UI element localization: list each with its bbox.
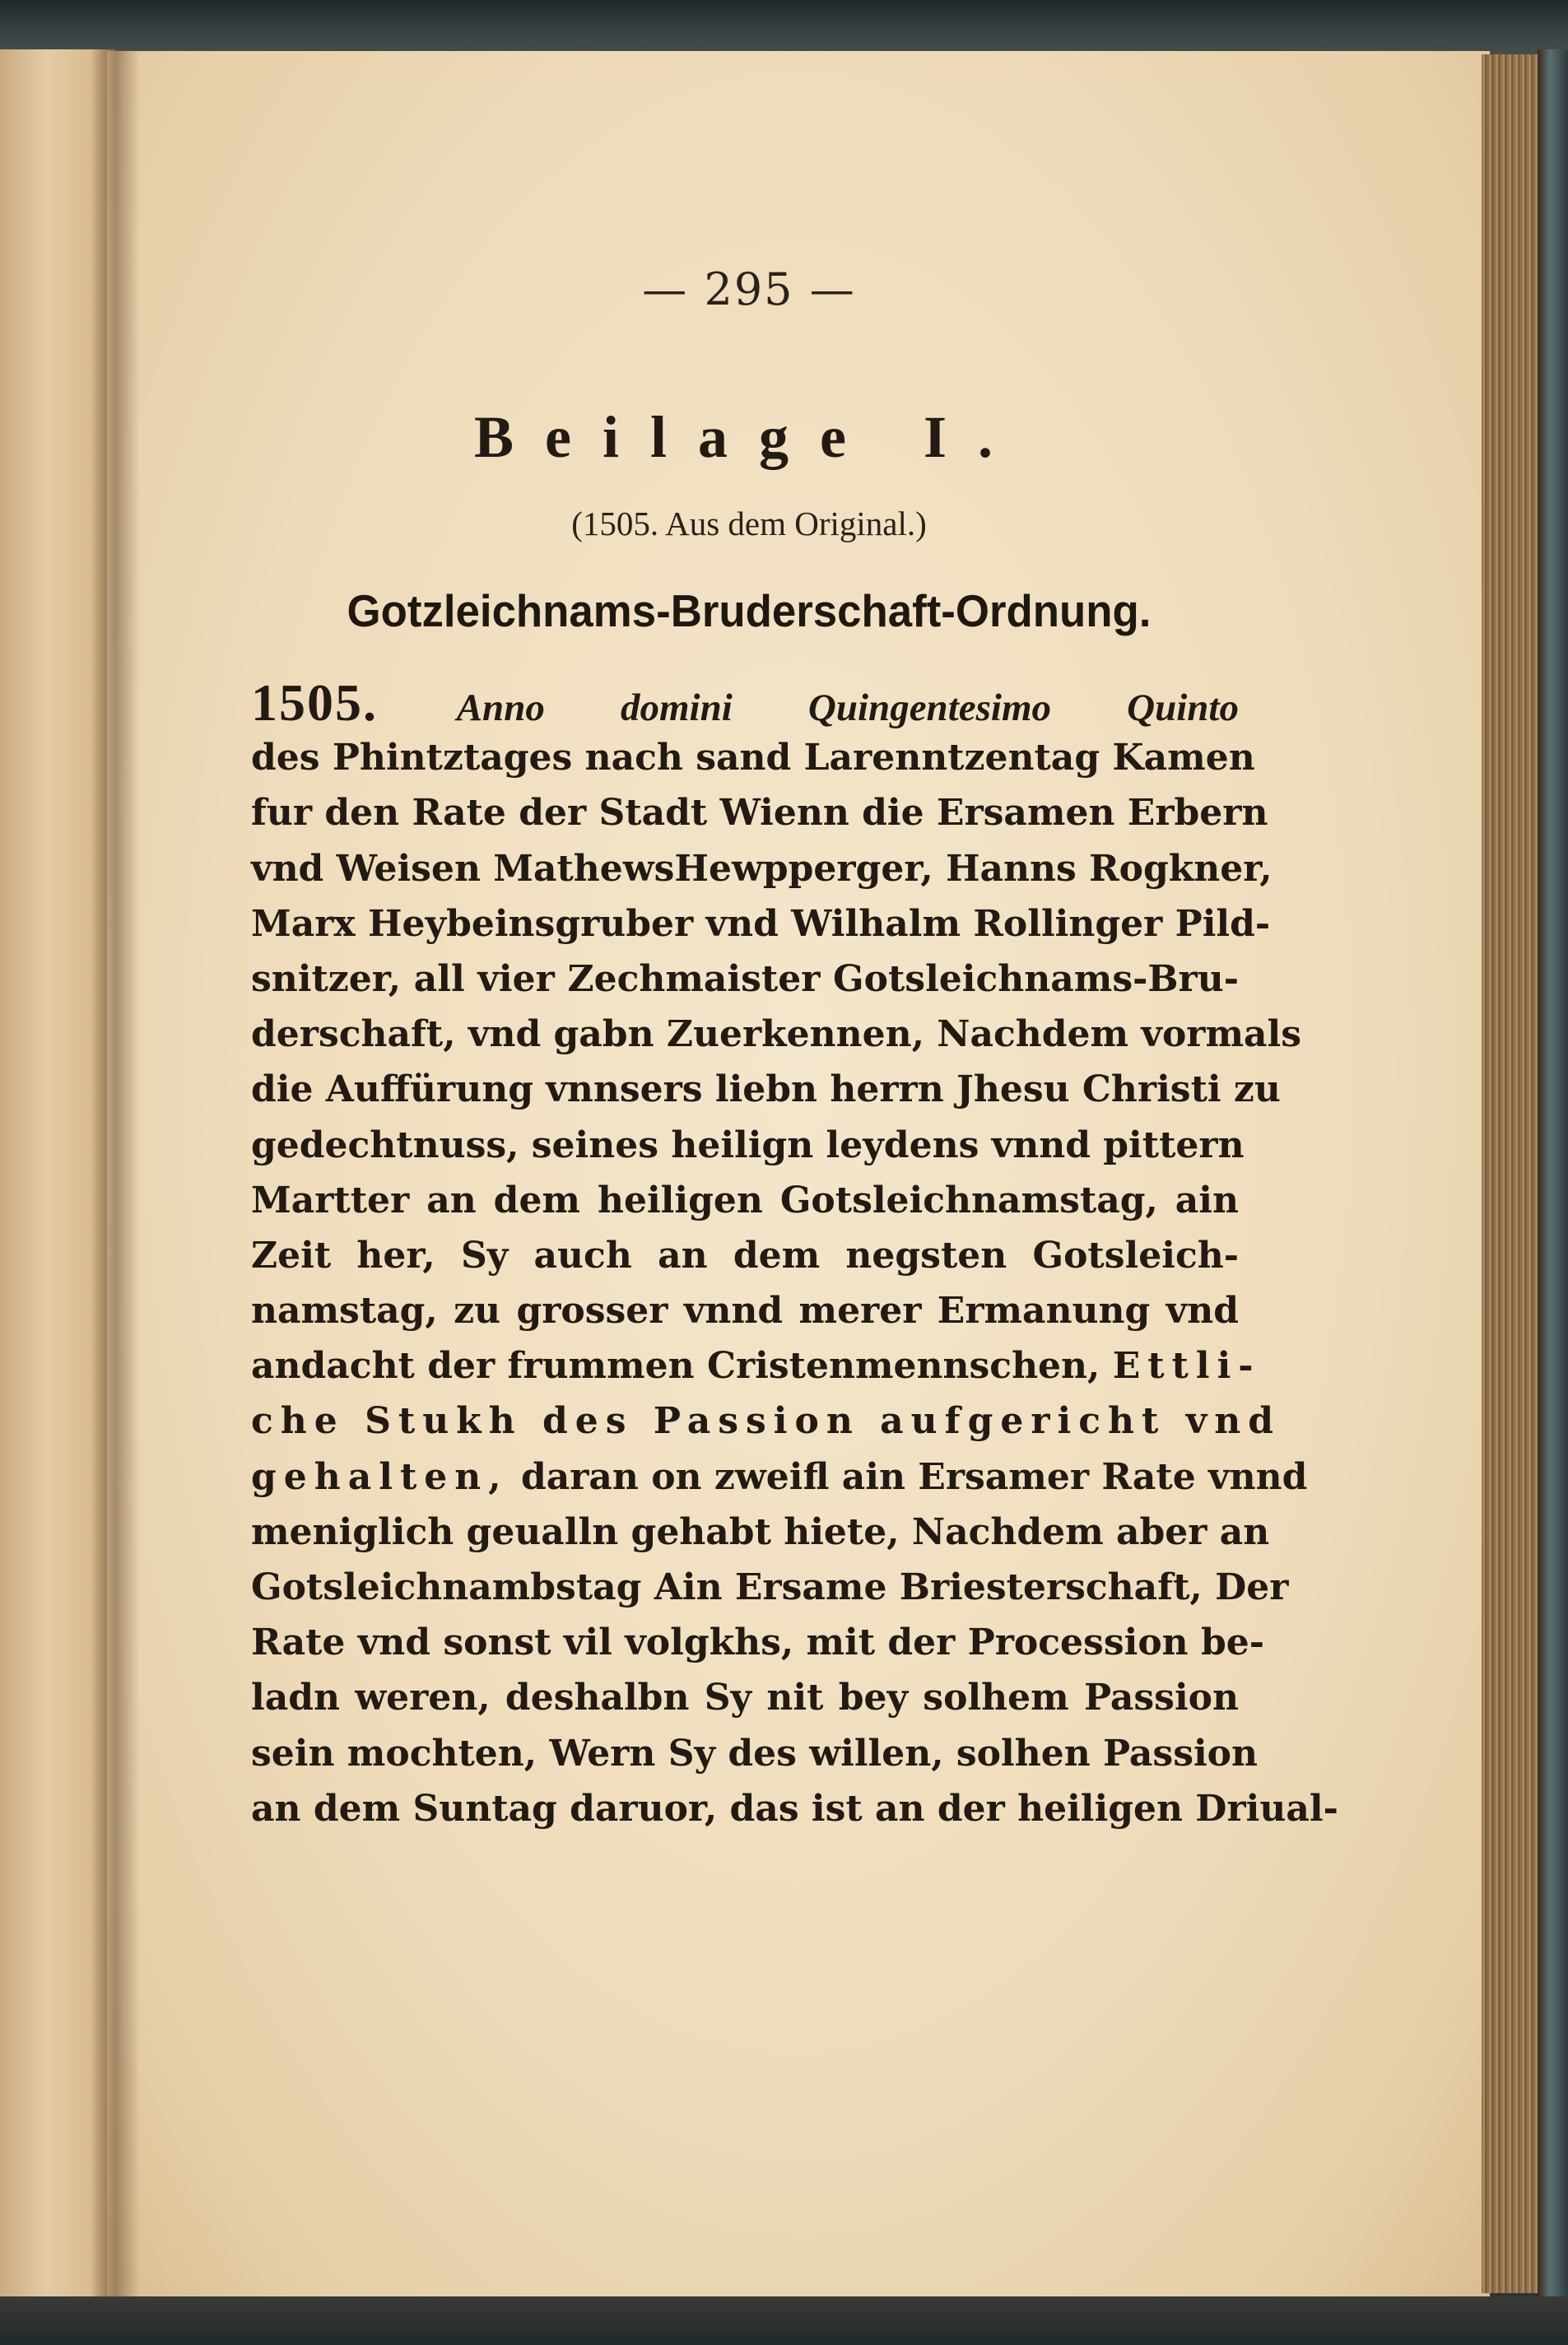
spaced-text-segment: che Stukh des Passion aufgericht [251,1400,1166,1443]
background-bottom [0,2296,1568,2345]
text-line: fur den Rate der Stadt Wienn die Ersamen Erbern [251,792,1268,835]
document-title: Gotzleichnams-Bruderschaft-Ordnung. [347,585,1152,636]
text-line: Martter an dem heiligen Gotsleichnamstag, ain [251,1179,1239,1221]
text-line: namstag, zu grosser vnnd merer Ermanung vnd [251,1290,1239,1333]
spaced-text-segment: gehalten, [251,1455,509,1498]
text-line: Rate vnd sonst vil volgkhs, mit der Procession be- [251,1621,1264,1664]
latin-opening: Anno domini Quingentesimo Quinto [456,686,1239,729]
text-line [251,1338,1261,1394]
text-line: snitzer, all vier Zechmaister Gotsleichnams-Bru- [251,957,1239,1000]
text-segment: daran on zweifl ain Ersamer Rate vnnd [520,1455,1308,1498]
text-segment: vnd [1185,1400,1282,1443]
text-line: Marx Heybeinsgruber vnd Wilhalm Rollinger Pild- [251,902,1271,945]
text-line: an dem Suntag daruor, das ist an der heiligen Driual- [251,1787,1338,1830]
spaced-text-segment: Ettli- [1112,1345,1261,1388]
background-top [0,0,1568,58]
text-line: vnd Weisen MathewsHewpperger, Hanns Rogkner, [251,847,1273,890]
text-line: sein mochten, Wern Sy des willen, solhen Passion [251,1732,1259,1775]
text-line-spaced [251,1394,1282,1449]
text-line: meniglich geualln gehabt hiete, Nachdem aber an [251,1510,1270,1553]
body-text [251,673,1338,1836]
text-line: Zeit her, Sy auch an dem negsten Gotsleich- [251,1234,1239,1277]
book-cover-edge [1538,49,1568,2305]
page-block-edge [1482,54,1539,2293]
text-line: derschaft, vnd gabn Zuerkennen, Nachdem vormals [251,1013,1302,1056]
text-line [251,1449,1308,1505]
text-line: gedechtnuss, seines heilign leydens vnnd pittern [251,1124,1245,1166]
text-line: Gotsleichnambstag Ain Ersame Briesterschaft, Der [251,1566,1289,1608]
page-gutter [91,49,140,2305]
text-segment: andacht der frummen Cristenmennschen, [251,1345,1100,1388]
source-note: (1505. Aus dem Original.) [571,505,927,542]
appendix-heading: Beilage I. [474,404,1024,470]
year-marker: 1505. [251,673,378,732]
page-number: — 295 — [642,263,856,315]
text-line [251,675,1239,730]
text-line: die Auffürung vnnsers liebn herrn Jhesu Christi zu [251,1068,1281,1111]
text-line: des Phintztages nach sand Larenntzentag Kamen [251,737,1255,779]
text-line: ladn weren, deshalbn Sy nit bey solhem Passion [251,1677,1239,1719]
